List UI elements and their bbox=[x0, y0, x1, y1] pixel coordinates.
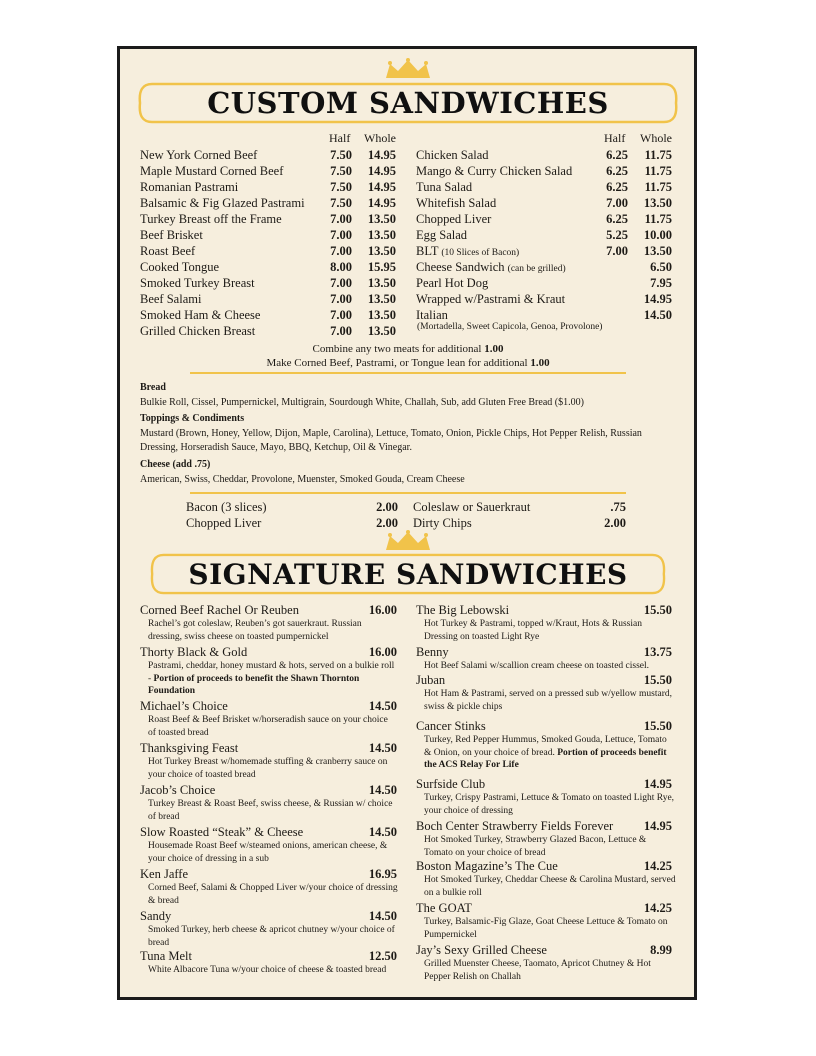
whole-price: 14.95 bbox=[367, 148, 396, 162]
sandwich-label: Egg Salad bbox=[416, 228, 468, 242]
sandwich-label: Italian bbox=[416, 308, 448, 322]
description-text: Rachel’s got coleslaw, Reuben’s got sauerkraut. Russian dressing, swiss cheese on toasted pumpernickel bbox=[148, 619, 362, 642]
whole-price: 7.95 bbox=[650, 276, 672, 290]
signature-description bbox=[148, 714, 398, 739]
signature-name: Thanksgiving Feast bbox=[140, 741, 239, 755]
signature-price: 12.50 bbox=[368, 949, 397, 963]
signature-price: 14.25 bbox=[643, 859, 672, 873]
half-price: 6.25 bbox=[606, 180, 628, 194]
half-price: 6.25 bbox=[606, 148, 628, 162]
sandwich-label: Whitefish Salad bbox=[416, 196, 497, 210]
extra-name: Coleslaw or Sauerkraut bbox=[413, 500, 531, 514]
half-price: 6.25 bbox=[606, 212, 628, 226]
custom-title: CUSTOM SANDWICHES bbox=[207, 86, 609, 120]
sandwich-name: Beef Salami bbox=[140, 292, 202, 306]
sandwich-name bbox=[416, 275, 488, 291]
whole-price: 10.00 bbox=[643, 228, 672, 242]
description-text: Turkey, Crispy Pastrami, Lettuce & Tomato on toasted Light Rye, your choice of dressing bbox=[424, 793, 675, 816]
signature-name: Jacob’s Choice bbox=[140, 783, 216, 797]
half-price: 5.25 bbox=[606, 228, 628, 242]
whole-price: 14.95 bbox=[367, 196, 396, 210]
signature-description bbox=[424, 688, 676, 713]
signature-price: 16.00 bbox=[368, 603, 397, 617]
half-price: 7.00 bbox=[330, 212, 352, 226]
whole-price: 15.95 bbox=[367, 260, 396, 274]
signature-price: 14.50 bbox=[368, 825, 397, 839]
sandwich-note: (10 Slices of Bacon) bbox=[441, 248, 520, 258]
signature-name: Sandy bbox=[140, 909, 172, 923]
col-whole-left: Whole bbox=[364, 131, 396, 145]
signature-name: Boch Center Strawberry Fields Forever bbox=[416, 819, 614, 833]
signature-name: The Big Lebowski bbox=[416, 603, 510, 617]
signature-description bbox=[148, 618, 398, 643]
extra-name: Chopped Liver bbox=[186, 516, 262, 530]
signature-name: Surfside Club bbox=[416, 777, 486, 791]
whole-price: 11.75 bbox=[644, 212, 672, 226]
signature-name: The GOAT bbox=[416, 901, 472, 915]
signature-price: 14.25 bbox=[643, 901, 672, 915]
whole-price: 13.50 bbox=[367, 324, 396, 338]
signature-description bbox=[424, 874, 676, 899]
extra-price: .75 bbox=[610, 500, 626, 514]
sandwich-name bbox=[416, 211, 491, 227]
signature-description bbox=[148, 756, 398, 781]
sandwich-name: New York Corned Beef bbox=[140, 148, 258, 162]
signature-title: SIGNATURE SANDWICHES bbox=[188, 558, 628, 591]
signature-price: 14.95 bbox=[643, 777, 672, 791]
signature-description bbox=[424, 618, 676, 643]
half-price: 7.00 bbox=[330, 244, 352, 258]
sandwich-name bbox=[416, 179, 472, 195]
description-text: Turkey, Balsamic-Fig Glaze, Goat Cheese Lettuce & Tomato on Pumpernickel bbox=[424, 917, 668, 940]
signature-name: Benny bbox=[416, 645, 449, 659]
signature-name: Jay’s Sexy Grilled Cheese bbox=[416, 943, 547, 957]
col-whole-right: Whole bbox=[640, 131, 672, 145]
sandwich-name bbox=[416, 291, 565, 307]
description-text: Turkey, Red Pepper Hummus, Smoked Gouda, Lettuce, Tomato & Onion, on your choice of bread. bbox=[424, 735, 667, 758]
whole-price: 13.50 bbox=[367, 228, 396, 242]
sandwich-name bbox=[416, 227, 467, 243]
description-text: Roast Beef & Beef Brisket w/horseradish sauce on your choice of toasted bread bbox=[148, 715, 388, 738]
extra-price: 2.00 bbox=[376, 516, 398, 530]
sandwich-label: Chicken Salad bbox=[416, 148, 489, 162]
signature-description bbox=[148, 840, 398, 865]
sandwich-name: Grilled Chicken Breast bbox=[140, 324, 256, 338]
description-bold: Portion of proceeds benefit the ACS Relay For Life bbox=[424, 747, 667, 770]
half-price: 7.00 bbox=[330, 308, 352, 322]
sandwich-label: Tuna Salad bbox=[416, 180, 473, 194]
whole-price: 13.50 bbox=[367, 308, 396, 322]
sandwich-name: Romanian Pastrami bbox=[140, 180, 239, 194]
signature-name: Thorty Black & Gold bbox=[140, 645, 248, 659]
toppings-text: Mustard (Brown, Honey, Yellow, Dijon, Maple, Carolina), Lettuce, Tomato, Onion, Pickle Chips, Hot Pepper Relish, Russian Dressing, Horseradish Sauce, Mayo, BBQ, Ketchup, Oil & Vinegar. bbox=[140, 428, 642, 453]
description-text: Turkey Breast & Roast Beef, swiss cheese, & Russian w/ choice of bread bbox=[148, 799, 393, 822]
half-price: 7.50 bbox=[330, 164, 352, 178]
whole-price: 11.75 bbox=[644, 180, 672, 194]
signature-price: 16.95 bbox=[368, 867, 397, 881]
sandwich-label: BLT bbox=[416, 244, 439, 258]
description-text: Hot Turkey Breast w/homemade stuffing & cranberry sauce on your choice of toasted bread bbox=[148, 757, 388, 780]
whole-price: 13.50 bbox=[367, 244, 396, 258]
italian-note: (Mortadella, Sweet Capicola, Genoa, Provolone) bbox=[417, 322, 603, 332]
sandwich-name: Turkey Breast off the Frame bbox=[140, 212, 282, 226]
whole-price: 6.50 bbox=[650, 260, 672, 274]
bread-heading: Bread bbox=[140, 382, 166, 393]
half-price: 7.00 bbox=[606, 196, 628, 210]
whole-price: 11.75 bbox=[644, 164, 672, 178]
whole-price: 13.50 bbox=[367, 276, 396, 290]
signature-description bbox=[148, 660, 398, 698]
half-price: 7.50 bbox=[330, 180, 352, 194]
signature-price: 15.50 bbox=[643, 673, 672, 687]
sandwich-label: Chopped Liver bbox=[416, 212, 492, 226]
half-price: 8.00 bbox=[330, 260, 352, 274]
sandwich-name: Smoked Ham & Cheese bbox=[140, 308, 261, 322]
lean-note: Make Corned Beef, Pastrami, or Tongue lean for additional 1.00 bbox=[266, 357, 550, 369]
extra-name: Dirty Chips bbox=[413, 516, 472, 530]
description-text: Hot Beef Salami w/scallion cream cheese on toasted cissel. bbox=[424, 661, 650, 671]
signature-description bbox=[148, 924, 398, 949]
whole-price: 13.50 bbox=[643, 196, 672, 210]
half-price: 7.50 bbox=[330, 148, 352, 162]
description-text: Pastrami, cheddar, honey mustard & hots, served on a bulkie roll - bbox=[148, 661, 395, 684]
bread-text: Bulkie Roll, Cissel, Pumpernickel, Multigrain, Sourdough White, Challah, Sub, add Gluten Free Bread ($1.00) bbox=[140, 397, 584, 408]
whole-price: 14.95 bbox=[367, 164, 396, 178]
half-price: 7.00 bbox=[330, 324, 352, 338]
sandwich-name bbox=[416, 195, 496, 211]
crown-icon bbox=[384, 58, 432, 80]
signature-price: 14.50 bbox=[368, 699, 397, 713]
signature-price: 15.50 bbox=[643, 603, 672, 617]
whole-price: 14.50 bbox=[643, 308, 672, 322]
signature-description bbox=[424, 660, 676, 673]
signature-price: 13.75 bbox=[643, 645, 672, 659]
signature-price: 16.00 bbox=[368, 645, 397, 659]
extra-name: Bacon (3 slices) bbox=[186, 500, 267, 514]
signature-price: 14.50 bbox=[368, 783, 397, 797]
extra-price: 2.00 bbox=[376, 500, 398, 514]
sandwich-note: (can be grilled) bbox=[507, 264, 566, 274]
signature-price: 14.95 bbox=[643, 819, 672, 833]
half-price: 7.00 bbox=[330, 276, 352, 290]
signature-description bbox=[148, 882, 398, 907]
sandwich-name: Smoked Turkey Breast bbox=[140, 276, 255, 290]
signature-price: 14.50 bbox=[368, 741, 397, 755]
sandwich-label: Wrapped w/Pastrami & Kraut bbox=[416, 292, 566, 306]
description-text: White Albacore Tuna w/your choice of cheese & toasted bread bbox=[148, 965, 387, 975]
half-price: 7.00 bbox=[330, 292, 352, 306]
sandwich-name bbox=[416, 147, 489, 163]
signature-name: Corned Beef Rachel Or Reuben bbox=[140, 603, 299, 617]
sandwich-label: Pearl Hot Dog bbox=[416, 276, 489, 290]
col-half-right: Half bbox=[604, 131, 626, 145]
sandwich-name: Roast Beef bbox=[140, 244, 196, 258]
half-price: 7.50 bbox=[330, 196, 352, 210]
description-text: Corned Beef, Salami & Chopped Liver w/your choice of dressing & bread bbox=[148, 883, 398, 906]
signature-description bbox=[424, 916, 676, 941]
half-price: 7.00 bbox=[330, 228, 352, 242]
whole-price: 11.75 bbox=[644, 148, 672, 162]
signature-description bbox=[424, 958, 676, 983]
sandwich-name: Cooked Tongue bbox=[140, 260, 220, 274]
combine-note: Combine any two meats for additional 1.00 bbox=[312, 343, 504, 355]
half-price: 6.25 bbox=[606, 164, 628, 178]
signature-price: 14.50 bbox=[368, 909, 397, 923]
description-text: Hot Smoked Turkey, Cheddar Cheese & Carolina Mustard, served on a bulkie roll bbox=[424, 875, 676, 898]
signature-description bbox=[424, 734, 676, 772]
whole-price: 14.95 bbox=[367, 180, 396, 194]
sandwich-name: Maple Mustard Corned Beef bbox=[140, 164, 284, 178]
toppings-heading: Toppings & Condiments bbox=[140, 413, 245, 424]
signature-price: 8.99 bbox=[650, 943, 672, 957]
extra-price: 2.00 bbox=[604, 516, 626, 530]
signature-name: Tuna Melt bbox=[140, 949, 192, 963]
description-bold: Portion of proceeds to benefit the Shawn Thornton Foundation bbox=[148, 673, 360, 696]
crown-icon bbox=[384, 530, 432, 552]
whole-price: 13.50 bbox=[643, 244, 672, 258]
signature-name: Boston Magazine’s The Cue bbox=[416, 859, 558, 873]
whole-price: 14.95 bbox=[643, 292, 672, 306]
signature-name: Michael’s Choice bbox=[140, 699, 228, 713]
signature-description bbox=[424, 792, 676, 817]
signature-name: Cancer Stinks bbox=[416, 719, 486, 733]
signature-price: 15.50 bbox=[643, 719, 672, 733]
divider bbox=[190, 492, 626, 494]
cheese-heading: Cheese (add .75) bbox=[140, 459, 211, 470]
signature-name: Slow Roasted “Steak” & Cheese bbox=[140, 825, 304, 839]
divider bbox=[190, 372, 626, 374]
sandwich-label: Cheese Sandwich bbox=[416, 260, 505, 274]
col-half-left: Half bbox=[329, 131, 351, 145]
signature-description bbox=[424, 834, 676, 859]
half-price: 7.00 bbox=[606, 244, 628, 258]
sandwich-name bbox=[416, 163, 572, 179]
signature-description bbox=[148, 964, 398, 977]
sandwich-name: Beef Brisket bbox=[140, 228, 203, 242]
description-text: Housemade Roast Beef w/steamed onions, american cheese, & your choice of dressing in a sub bbox=[148, 841, 388, 864]
whole-price: 13.50 bbox=[367, 292, 396, 306]
description-text: Hot Ham & Pastrami, served on a pressed sub w/yellow mustard, swiss & pickle chips bbox=[424, 689, 673, 712]
description-text: Smoked Turkey, herb cheese & apricot chutney w/your choice of bread bbox=[148, 925, 395, 948]
sandwich-name: Balsamic & Fig Glazed Pastrami bbox=[140, 196, 305, 210]
signature-name: Juban bbox=[416, 673, 446, 687]
signature-name: Ken Jaffe bbox=[140, 867, 189, 881]
description-text: Grilled Muenster Cheese, Taomato, Apricot Chutney & Hot Pepper Relish on Challah bbox=[424, 959, 651, 982]
sandwich-name bbox=[416, 307, 448, 323]
whole-price: 13.50 bbox=[367, 212, 396, 226]
cheese-text: American, Swiss, Cheddar, Provolone, Muenster, Smoked Gouda, Cream Cheese bbox=[140, 474, 465, 485]
sandwich-label: Mango & Curry Chicken Salad bbox=[416, 164, 573, 178]
description-text: Hot Turkey & Pastrami, topped w/Kraut, Hots & Russian Dressing on toasted Light Rye bbox=[424, 619, 642, 642]
signature-description bbox=[148, 798, 398, 823]
description-text: Hot Smoked Turkey, Strawberry Glazed Bacon, Lettuce & Tomato on your choice of bread bbox=[424, 835, 647, 858]
